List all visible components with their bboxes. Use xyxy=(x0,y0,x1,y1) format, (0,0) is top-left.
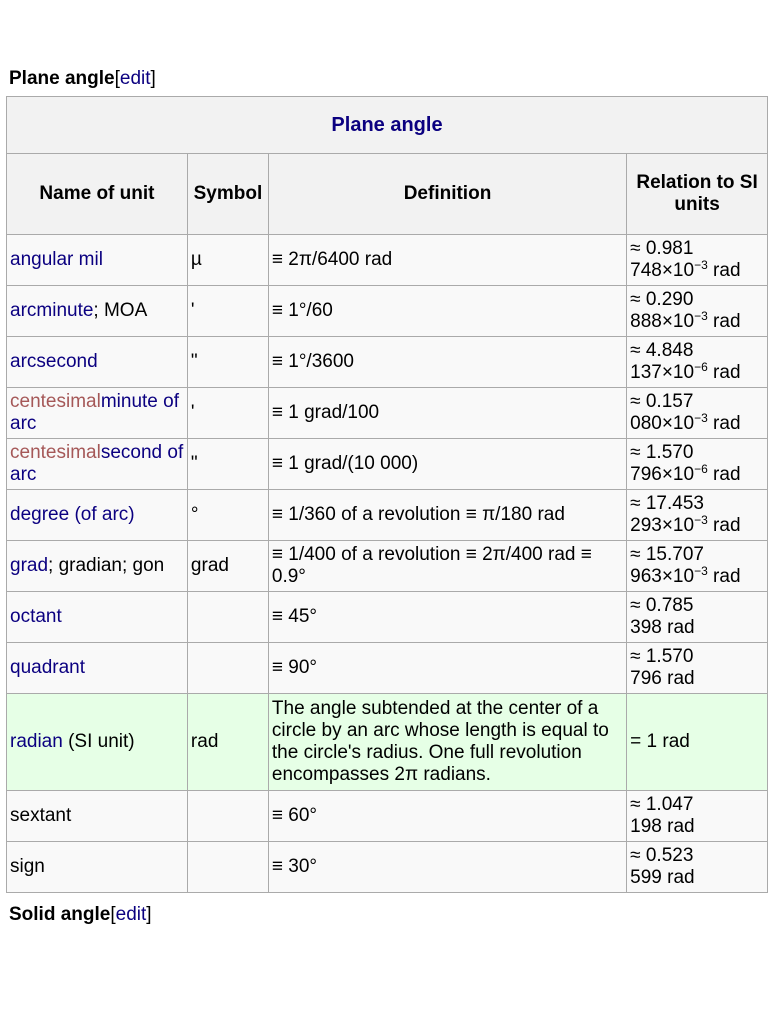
unit-name-cell xyxy=(7,643,188,694)
unit-definition-cell: The angle subtended at the center of a circle by an arc whose length is equal to the circle's radius. One full revolution encompasses 2π radians. xyxy=(268,694,626,791)
si-relation-value: ≈ 4.848 xyxy=(630,340,694,361)
unit-name-text: sextant xyxy=(10,805,72,826)
column-header-name: Name of unit xyxy=(7,154,188,235)
unit-symbol-cell: " xyxy=(187,337,268,388)
si-relation-exponent: −6 xyxy=(694,462,708,476)
si-relation-exponent: −3 xyxy=(694,513,708,527)
unit-definition-cell: ≡ 1/400 of a revolution ≡ 2π/400 rad ≡ 0.9° xyxy=(268,541,626,592)
unit-name-cell xyxy=(7,592,188,643)
unit-symbol-cell xyxy=(187,791,268,842)
si-relation-cell xyxy=(627,842,768,893)
unit-name-text: (SI unit) xyxy=(62,731,135,752)
unit-name-cell xyxy=(7,388,188,439)
unit-symbol-cell xyxy=(187,842,268,893)
si-relation-cell xyxy=(627,286,768,337)
si-relation-unit: rad xyxy=(707,260,741,281)
si-relation-unit: rad xyxy=(707,311,741,332)
unit-name-link[interactable]: arcsecond xyxy=(10,351,98,372)
si-relation-value: ≈ 0.290 xyxy=(630,289,694,310)
si-relation-value: = 1 rad xyxy=(630,731,690,752)
edit-bracket-open: [ xyxy=(110,904,116,925)
si-relation-mantissa: 748×10 xyxy=(630,260,695,281)
unit-symbol-cell: rad xyxy=(187,694,268,791)
table-row xyxy=(7,694,768,791)
unit-definition-cell: ≡ 60° xyxy=(268,791,626,842)
unit-name-link[interactable]: arcminute xyxy=(10,300,94,321)
table-row xyxy=(7,337,768,388)
si-relation-value: ≈ 0.981 xyxy=(630,238,694,259)
table-caption: Plane angle xyxy=(7,97,768,154)
unit-name-cell xyxy=(7,842,188,893)
si-relation-value: ≈ 0.523 xyxy=(630,845,694,866)
unit-symbol-cell xyxy=(187,643,268,694)
unit-definition-cell: ≡ 1°/3600 xyxy=(268,337,626,388)
table-row xyxy=(7,592,768,643)
table-row xyxy=(7,439,768,490)
column-header-symbol: Symbol xyxy=(187,154,268,235)
unit-name-cell xyxy=(7,541,188,592)
si-relation-unit: rad xyxy=(707,566,741,587)
solid-angle-title: Solid angle xyxy=(9,904,111,925)
edit-bracket-open: [ xyxy=(114,68,120,89)
unit-symbol-cell: ° xyxy=(187,490,268,541)
table-row xyxy=(7,490,768,541)
unit-name-link[interactable]: grad xyxy=(10,555,49,576)
si-relation-exponent: −3 xyxy=(694,309,708,323)
edit-bracket-close: ] xyxy=(150,68,156,89)
unit-name-text: ; gradian; gon xyxy=(48,555,165,576)
plane-angle-title: Plane angle xyxy=(9,68,115,89)
table-row xyxy=(7,235,768,286)
si-relation-cell xyxy=(627,235,768,286)
si-relation-mantissa: 198 rad xyxy=(630,816,695,837)
column-header-definition: Definition xyxy=(268,154,626,235)
si-relation-value: ≈ 0.157 xyxy=(630,391,694,412)
si-relation-cell xyxy=(627,791,768,842)
unit-symbol-cell: µ xyxy=(187,235,268,286)
solid-angle-heading xyxy=(9,904,152,926)
unit-name-link[interactable]: centesimal xyxy=(10,442,101,463)
table-row xyxy=(7,388,768,439)
unit-symbol-cell: ' xyxy=(187,388,268,439)
si-relation-mantissa: 293×10 xyxy=(630,515,695,536)
unit-name-link[interactable]: centesimal xyxy=(10,391,101,412)
unit-name-cell xyxy=(7,235,188,286)
si-relation-cell xyxy=(627,694,768,791)
unit-definition-cell: ≡ 90° xyxy=(268,643,626,694)
unit-name-cell xyxy=(7,791,188,842)
unit-definition-cell: ≡ 45° xyxy=(268,592,626,643)
solid-angle-edit-link[interactable]: edit xyxy=(115,904,147,925)
si-relation-mantissa: 796 rad xyxy=(630,668,695,689)
si-relation-exponent: −6 xyxy=(694,360,708,374)
si-relation-exponent: −3 xyxy=(694,564,708,578)
si-relation-value: ≈ 17.453 xyxy=(630,493,704,514)
unit-name-text: ; MOA xyxy=(93,300,148,321)
unit-definition-cell: ≡ 1°/60 xyxy=(268,286,626,337)
si-relation-cell xyxy=(627,439,768,490)
si-relation-unit: rad xyxy=(707,362,741,383)
si-relation-mantissa: 963×10 xyxy=(630,566,695,587)
unit-name-link[interactable]: radian xyxy=(10,731,63,752)
unit-name-cell xyxy=(7,490,188,541)
unit-definition-cell: ≡ 1 grad/100 xyxy=(268,388,626,439)
unit-name-link[interactable]: second of arc xyxy=(10,442,184,485)
si-relation-exponent: −3 xyxy=(694,258,708,272)
si-relation-value: ≈ 1.570 xyxy=(630,442,694,463)
si-relation-exponent: −3 xyxy=(694,411,708,425)
plane-angle-edit-link[interactable]: edit xyxy=(119,68,151,89)
si-relation-mantissa: 599 rad xyxy=(630,867,695,888)
table-row xyxy=(7,791,768,842)
unit-name-link[interactable]: degree (of arc) xyxy=(10,504,135,525)
unit-name-link[interactable]: minute of arc xyxy=(10,391,179,434)
edit-bracket-close: ] xyxy=(146,904,152,925)
unit-name-cell xyxy=(7,694,188,791)
table-row xyxy=(7,541,768,592)
si-relation-unit: rad xyxy=(707,464,741,485)
table-body xyxy=(7,235,768,893)
unit-name-link[interactable]: angular mil xyxy=(10,249,103,270)
si-relation-cell xyxy=(627,592,768,643)
si-relation-cell xyxy=(627,541,768,592)
si-relation-cell xyxy=(627,337,768,388)
table-row xyxy=(7,842,768,893)
si-relation-cell xyxy=(627,388,768,439)
unit-definition-cell: ≡ 1 grad/(10 000) xyxy=(268,439,626,490)
si-relation-value: ≈ 1.047 xyxy=(630,794,694,815)
plane-angle-table xyxy=(6,96,768,893)
column-header-relation: Relation to SI units xyxy=(627,154,768,235)
unit-name-link[interactable]: quadrant xyxy=(10,657,86,678)
si-relation-mantissa: 137×10 xyxy=(630,362,695,383)
si-relation-mantissa: 888×10 xyxy=(630,311,695,332)
plane-angle-heading xyxy=(9,68,156,90)
si-relation-unit: rad xyxy=(707,515,741,536)
unit-symbol-cell xyxy=(187,592,268,643)
si-relation-mantissa: 796×10 xyxy=(630,464,695,485)
si-relation-value: ≈ 1.570 xyxy=(630,646,694,667)
unit-name-text: sign xyxy=(10,856,45,877)
unit-definition-cell: ≡ 30° xyxy=(268,842,626,893)
si-relation-cell xyxy=(627,490,768,541)
unit-symbol-cell: " xyxy=(187,439,268,490)
unit-symbol-cell: grad xyxy=(187,541,268,592)
unit-symbol-cell: ' xyxy=(187,286,268,337)
si-relation-cell xyxy=(627,643,768,694)
si-relation-mantissa: 080×10 xyxy=(630,413,695,434)
unit-definition-cell: ≡ 1/360 of a revolution ≡ π/180 rad xyxy=(268,490,626,541)
table-row xyxy=(7,286,768,337)
unit-name-cell xyxy=(7,286,188,337)
si-relation-value: ≈ 15.707 xyxy=(630,544,704,565)
si-relation-unit: rad xyxy=(707,413,741,434)
unit-definition-cell: ≡ 2π/6400 rad xyxy=(268,235,626,286)
unit-name-cell xyxy=(7,337,188,388)
si-relation-mantissa: 398 rad xyxy=(630,617,695,638)
table-row xyxy=(7,643,768,694)
unit-name-link[interactable]: octant xyxy=(10,606,62,627)
unit-name-cell xyxy=(7,439,188,490)
si-relation-value: ≈ 0.785 xyxy=(630,595,694,616)
